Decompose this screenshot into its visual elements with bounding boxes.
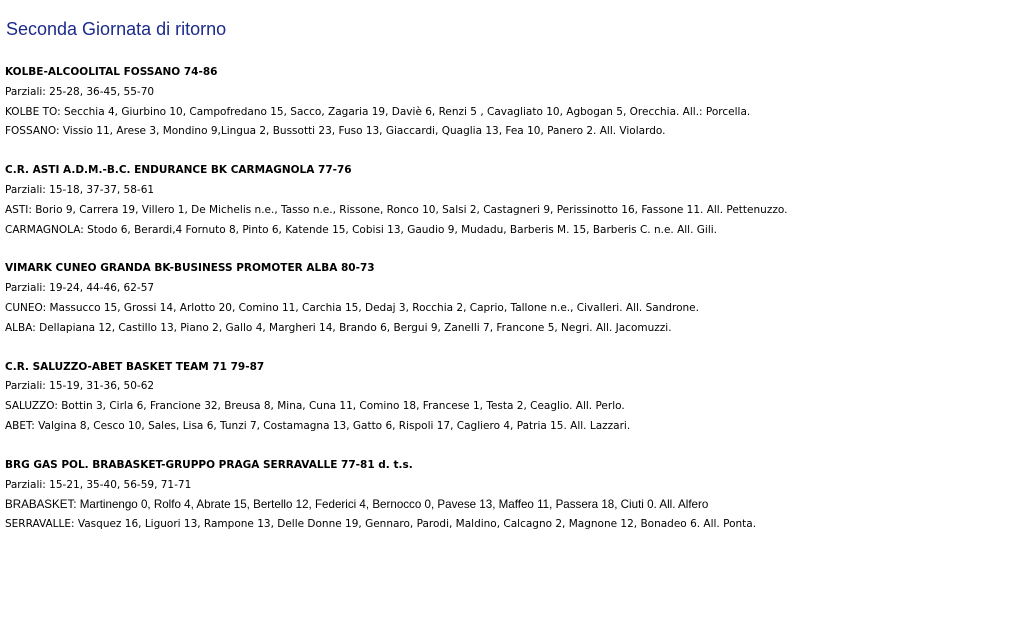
away-team-scorers: SERRAVALLE: Vasquez 16, Liguori 13, Rampone 13, Delle Donne 19, Gennaro, Parodi, Maldino, Calcagno 2, Magnone 12, Bonadeo 6. All. Ponta. [5,518,757,531]
game-title: C.R. ASTI A.D.M.-B.C. ENDURANCE BK CARMAGNOLA 77-76 [5,164,352,177]
game-title: VIMARK CUNEO GRANDA BK-BUSINESS PROMOTER ALBA 80-73 [5,262,375,275]
game-partials: Parziali: 19-24, 44-46, 62-57 [5,282,155,295]
games-list [5,63,1005,554]
game-title: C.R. SALUZZO-ABET BASKET TEAM 71 79-87 [5,360,265,373]
game-title: BRG GAS POL. BRABASKET-GRUPPO PRAGA SERRAVALLE 77-81 d. t.s. [5,458,413,471]
game-partials: Parziali: 15-19, 31-36, 50-62 [5,380,155,393]
home-team-scorers: BRABASKET: Martinengo 0, Rolfo 4, Abrate 15, Bertello 12, Federici 4, Bernocco 0, Pavese 13, Maffeo 11, Passera 18, Ciuti 0. All. Alfero [5,498,709,512]
game-partials: Parziali: 15-21, 35-40, 56-59, 71-71 [5,478,192,491]
game-partials: Parziali: 25-28, 36-45, 55-70 [5,85,155,98]
page-title: Seconda Giornata di ritorno [6,19,227,39]
home-team-scorers: SALUZZO: Bottin 3, Cirla 6, Francione 32, Breusa 8, Mina, Cuna 11, Comino 18, Francese 1, Testa 2, Ceaglio. All. Perlo. [5,400,625,413]
game-block [5,358,1005,437]
away-team-scorers: CARMAGNOLA: Stodo 6, Berardi,4 Fornuto 8, Pinto 6, Katende 15, Cobisi 13, Gaudio 9, Mudadu, Barberis M. 15, Barberis C. n.e. All. Gili. [5,223,718,236]
home-team-scorers: KOLBE TO: Secchia 4, Giurbino 10, Campofredano 15, Sacco, Zagaria 19, Daviè 6, Renzi 5 , Cavagliato 10, Agbogan 5, Orecchia. All.: Porcella. [5,105,751,118]
away-team-scorers: ALBA: Dellapiana 12, Castillo 13, Piano 2, Gallo 4, Margheri 14, Brando 6, Bergui 9, Zanelli 7, Francone 5, Negri. All. Jacomuzzi. [5,321,672,334]
home-team-scorers: ASTI: Borio 9, Carrera 19, Villero 1, De Michelis n.e., Tasso n.e., Rissone, Ronco 10, Salsi 2, Castagneri 9, Perissinotto 16, Fassone 11. All. Pettenuzzo. [5,203,788,216]
home-team-scorers: CUNEO: Massucco 15, Grossi 14, Arlotto 20, Comino 11, Carchia 15, Dedaj 3, Rocchia 2, Caprio, Tallone n.e., Civalleri. All. Sandrone. [5,301,699,314]
game-block [5,456,1005,535]
game-block [5,161,1005,240]
game-block [5,63,1005,142]
game-partials: Parziali: 15-18, 37-37, 58-61 [5,183,155,196]
away-team-scorers: ABET: Valgina 8, Cesco 10, Sales, Lisa 6, Tunzi 7, Costamagna 13, Gatto 6, Rispoli 17, Cagliero 4, Patria 15. All. Lazzari. [5,419,631,432]
game-title: KOLBE-ALCOOLITAL FOSSANO 74-86 [5,66,218,78]
game-block [5,259,1005,338]
away-team-scorers: FOSSANO: Vissio 11, Arese 3, Mondino 9,Lingua 2, Bussotti 23, Fuso 13, Giaccardi, Quaglia 13, Fea 10, Panero 2. All. Violardo. [5,125,666,138]
